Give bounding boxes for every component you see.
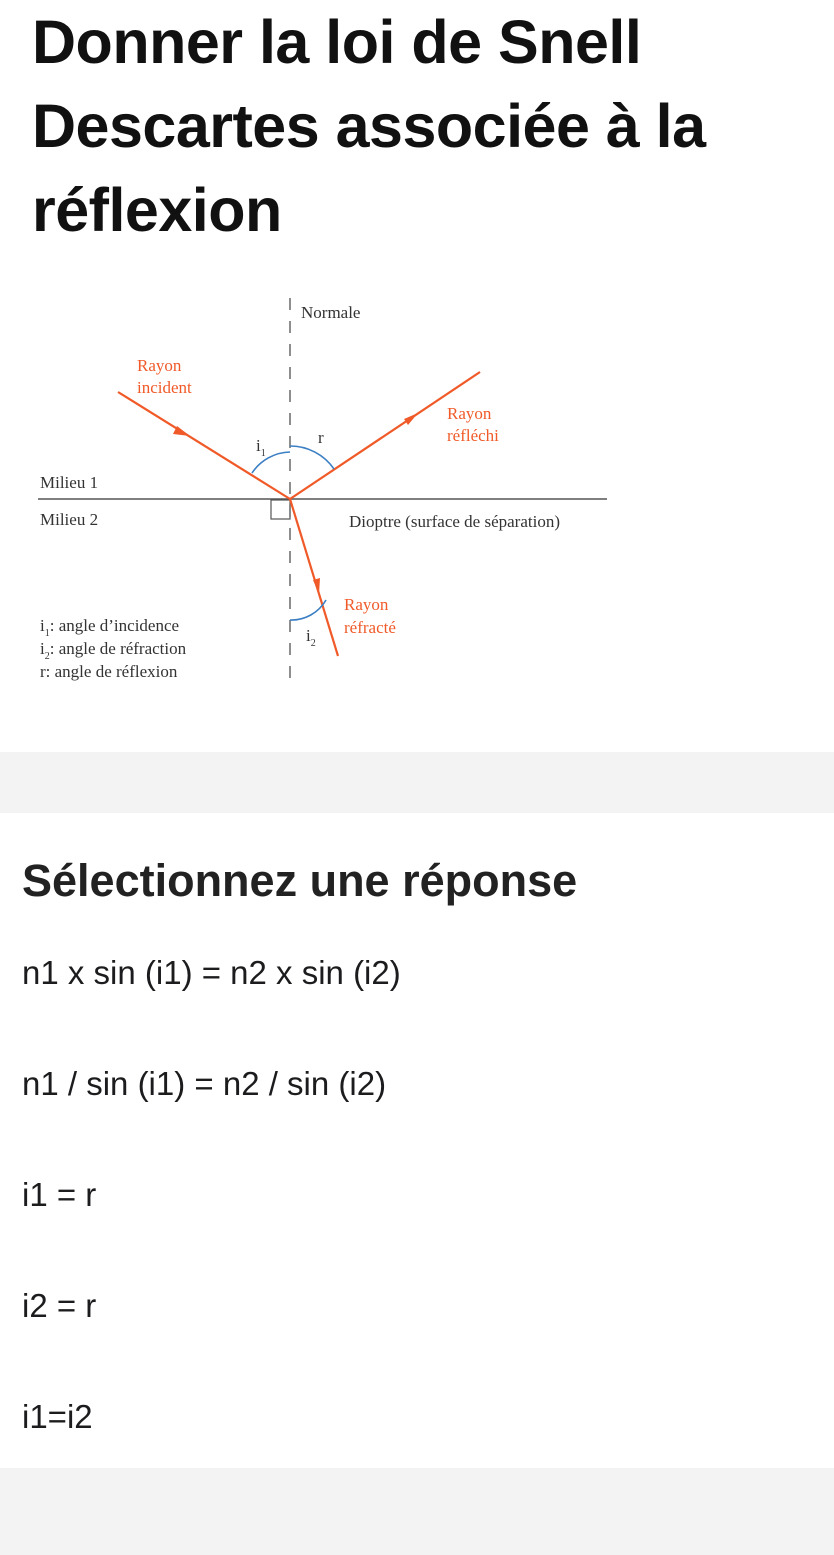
refracted-ray-arrow <box>313 578 320 594</box>
arc-i2 <box>290 600 326 620</box>
normal-label: Normale <box>301 303 361 322</box>
refracted-label-line2: réfracté <box>344 618 396 637</box>
incident-label-line2: incident <box>137 378 192 397</box>
incident-label-line1: Rayon <box>137 356 182 375</box>
reflected-ray-arrow <box>404 413 418 425</box>
answer-option-3[interactable]: i1 = r <box>22 1176 97 1213</box>
legend-i2: $i_2$: angle de réfraction <box>40 639 187 662</box>
angle-i2-label: $i_2$ <box>306 626 316 649</box>
question-card <box>0 0 834 752</box>
legend-r: r: angle de réflexion <box>40 662 178 681</box>
incident-ray <box>118 392 290 499</box>
answers-card <box>0 813 834 1468</box>
refracted-label-line1: Rayon <box>344 595 389 614</box>
answer-option-2[interactable]: n1 / sin (i1) = n2 / sin (i2) <box>22 1065 387 1102</box>
right-angle-marker <box>271 500 290 519</box>
snell-descartes-diagram <box>0 280 834 700</box>
refracted-ray <box>290 499 338 656</box>
legend-i1: $i_1$: angle d’incidence <box>40 616 180 639</box>
angle-i1-label: $i_1$ <box>256 436 266 459</box>
reflected-label-line2: réfléchi <box>447 426 499 445</box>
answers-heading: Sélectionnez une réponse <box>22 855 578 906</box>
medium2-label: Milieu 2 <box>40 510 99 529</box>
answer-option-4[interactable]: i2 = r <box>22 1287 97 1324</box>
angle-r-label: r <box>318 428 324 447</box>
medium1-label: Milieu 1 <box>40 473 99 492</box>
question-title: Donner la loi de Snell Descartes associée à la réflexion <box>32 8 706 244</box>
arc-r <box>290 446 334 469</box>
answer-option-5[interactable]: i1=i2 <box>22 1398 93 1435</box>
reflected-label-line1: Rayon <box>447 404 492 423</box>
answer-option-1[interactable]: n1 x sin (i1) = n2 x sin (i2) <box>22 954 401 991</box>
dioptre-label: Dioptre (surface de séparation) <box>349 512 560 531</box>
arc-i1 <box>252 452 290 473</box>
